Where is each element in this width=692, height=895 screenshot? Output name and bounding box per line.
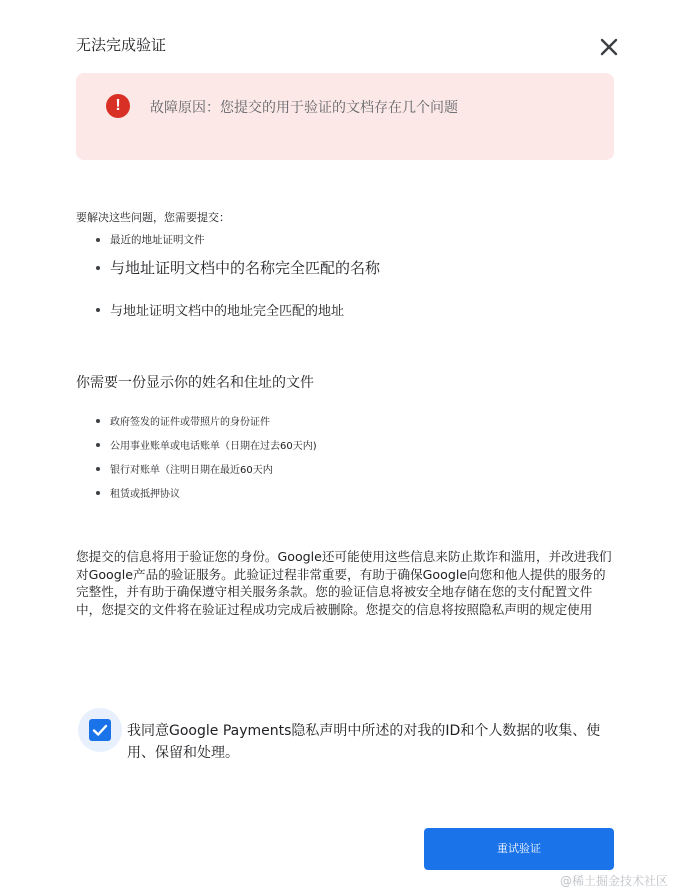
- list-item: 与地址证明文档中的地址完全匹配的地址: [96, 300, 380, 319]
- consent-checkbox-ripple: [78, 708, 122, 752]
- dialog-title: 无法完成验证: [76, 36, 167, 54]
- error-icon: [106, 94, 130, 118]
- watermark: @稀土掘金技术社区: [560, 874, 669, 888]
- documents-heading: 你需要一份显示你的姓名和住址的文件: [76, 375, 314, 391]
- requirements-list: [96, 232, 380, 319]
- requirements-intro: 要解决这些问题，您需要提交：: [76, 211, 230, 224]
- error-alert: [76, 73, 614, 160]
- check-icon: [89, 719, 111, 741]
- list-item: 与地址证明文档中的名称完全匹配的名称: [96, 257, 380, 278]
- list-item: 政府签发的证件或带照片的身份证件: [96, 413, 317, 428]
- list-item: 银行对账单（注明日期在最近60天内: [96, 461, 317, 476]
- documents-list: [96, 413, 317, 500]
- error-icon-glyph: !: [115, 97, 121, 114]
- consent-checkbox[interactable]: [89, 719, 111, 741]
- list-item: 公用事业账单或电话账单（日期在过去60天内): [96, 437, 317, 452]
- consent-label[interactable]: 我同意Google Payments隐私声明中所述的对我的ID和个人数据的收集、使用、保留和处理。: [127, 723, 601, 761]
- list-item: 租赁或抵押协议: [96, 485, 317, 500]
- alert-message: 故障原因：您提交的用于验证的文档存在几个问题: [150, 100, 458, 116]
- privacy-notice: 您提交的信息将用于验证您的身份。Google还可能使用这些信息来防止欺诈和滥用，并改进我们对Google产品的验证服务。此验证过程非常重要，有助于确保Google向您和他人提供的服务的完整性，并有助于确保遵守相关服务条款。您的验证信息将被安全地存储在您的支付配置文件中，您提交的文件将在验证过程成功完成后被删除。您提交的信息将按照隐私声明的规定使用: [76, 549, 612, 618]
- close-icon[interactable]: [596, 34, 622, 60]
- list-item: 最近的地址证明文件: [96, 232, 380, 247]
- retry-verification-button[interactable]: 重试验证: [424, 828, 614, 870]
